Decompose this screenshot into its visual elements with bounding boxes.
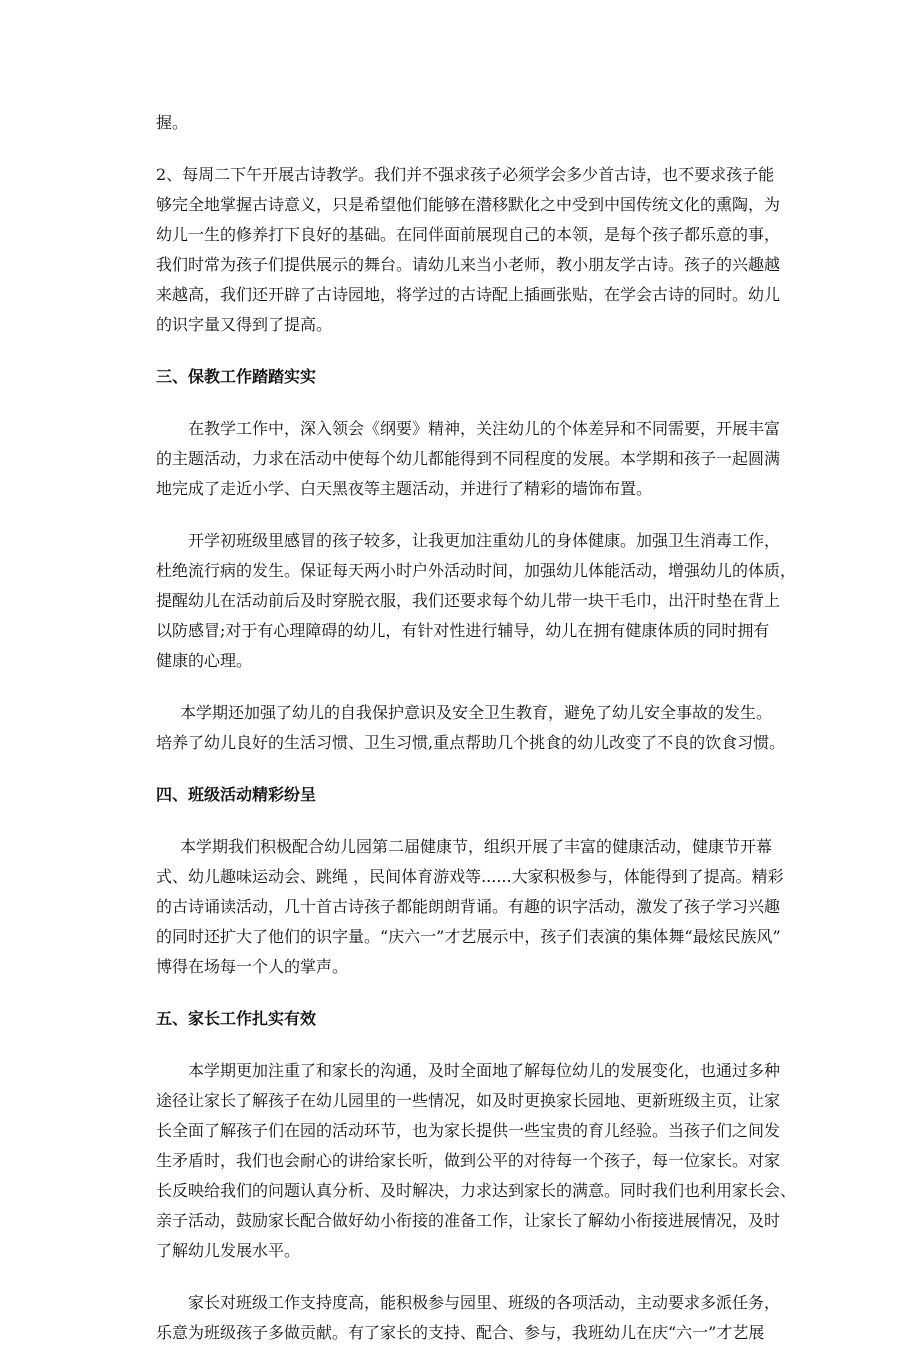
paragraph-health	[156, 526, 796, 676]
text-line: 够完全地掌握古诗意义，只是希望他们能够在潜移默化之中受到中国传统文化的熏陶，为	[156, 195, 781, 214]
document-page	[156, 108, 796, 1348]
text-line: 长全面了解孩子们在园的活动环节，也为家长提供一些宝贵的育儿经验。当孩子们之间发	[156, 1121, 781, 1140]
text-line: 2、每周二下午开展古诗教学。我们并不强求孩子必须学会多少首古诗，也不要求孩子能	[156, 165, 775, 184]
text-line: 杜绝流行病的发生。保证每天两小时户外活动时间，加强幼儿体能活动，增强幼儿的体质，	[156, 561, 797, 580]
text-line: 博得在场每一个人的掌声。	[156, 957, 349, 976]
text-line: 本学期还加强了幼儿的自我保护意识及安全卫生教育，避免了幼儿安全事故的发生。	[180, 703, 773, 722]
text-line: 的古诗诵读活动，几十首古诗孩子都能朗朗背诵。有趣的识字活动，激发了孩子学习兴趣	[156, 897, 781, 916]
text-line: 亲子活动，鼓励家长配合做好幼小衔接的准备工作，让家长了解幼小衔接进展情况，及时	[156, 1211, 781, 1230]
section-heading-4: 四、班级活动精彩纷呈	[156, 785, 317, 804]
text-line: 的同时还扩大了他们的识字量。“庆六一”才艺展示中，孩子们表演的集体舞“最炫民族风”	[156, 927, 781, 946]
text-line: 来越高，我们还开辟了古诗园地，将学过的古诗配上插画张贴，在学会古诗的同时。幼儿	[156, 285, 781, 304]
paragraph-poetry-teaching	[156, 160, 796, 340]
paragraph-parent-communication	[156, 1056, 796, 1266]
text-line: 的识字量又得到了提高。	[156, 315, 333, 334]
text-line: 以防感冒;对于有心理障碍的幼儿，有针对性进行辅导，幼儿在拥有健康体质的同时拥有	[156, 621, 770, 640]
text-line: 幼儿一生的修养打下良好的基础。在同伴面前展现自己的本领，是每个孩子都乐意的事，	[156, 225, 781, 244]
paragraph-safety	[156, 698, 796, 758]
text-line: 健康的心理。	[156, 651, 253, 670]
text-line: 的主题活动，力求在活动中使每个幼儿都能得到不同程度的发展。本学期和孩子一起圆满	[156, 449, 781, 468]
text-line: 本学期更加注重了和家长的沟通，及时全面地了解每位幼儿的发展变化，也通过多种	[188, 1061, 781, 1080]
text-line: 长反映给我们的问题认真分析、及时解决，力求达到家长的满意。同时我们也利用家长会、	[156, 1181, 797, 1200]
section-heading-5: 五、家长工作扎实有效	[156, 1009, 317, 1028]
section-heading-3: 三、保教工作踏踏实实	[156, 367, 317, 386]
text-line: 开学初班级里感冒的孩子较多，让我更加注重幼儿的身体健康。加强卫生消毒工作，	[188, 531, 781, 550]
text-line: 式、幼儿趣味运动会、跳绳 ，民间体育游戏等......大家积极参与，体能得到了提高。精彩	[156, 867, 784, 886]
text-line: 了解幼儿发展水平。	[156, 1241, 301, 1260]
text-line: 生矛盾时，我们也会耐心的讲给家长听，做到公平的对待每一个孩子，每一位家长。对家	[156, 1151, 781, 1170]
text-line: 本学期我们积极配合幼儿园第二届健康节，组织开展了丰富的健康活动，健康节开幕	[180, 837, 773, 856]
paragraph-class-activities	[156, 832, 796, 982]
paragraph-parent-support	[156, 1288, 796, 1348]
text-line: 握。	[156, 113, 189, 132]
text-line: 乐意为班级孩子多做贡献。有了家长的支持、配合、参与，我班幼儿在庆“六一”才艺展	[156, 1323, 765, 1342]
paragraph-continuation	[156, 108, 796, 138]
text-line: 地完成了走近小学、白天黑夜等主题活动，并进行了精彩的墙饰布置。	[156, 479, 653, 498]
text-line: 提醒幼儿在活动前后及时穿脱衣服，我们还要求每个幼儿带一块干毛巾，出汗时垫在背上	[156, 591, 781, 610]
text-line: 我们时常为孩子们提供展示的舞台。请幼儿来当小老师，教小朋友学古诗。孩子的兴趣越	[156, 255, 781, 274]
text-line: 家长对班级工作支持度高，能积极参与园里、班级的各项活动，主动要求多派任务，	[188, 1293, 781, 1312]
paragraph-teaching-work	[156, 414, 796, 504]
text-line: 在教学工作中，深入领会《纲要》精神，关注幼儿的个体差异和不同需要，开展丰富	[188, 419, 781, 438]
text-line: 途径让家长了解孩子在幼儿园里的一些情况，如及时更换家长园地、更新班级主页，让家	[156, 1091, 781, 1110]
text-line: 培养了幼儿良好的生活习惯、卫生习惯,重点帮助几个挑食的幼儿改变了不良的饮食习惯。	[156, 733, 786, 752]
